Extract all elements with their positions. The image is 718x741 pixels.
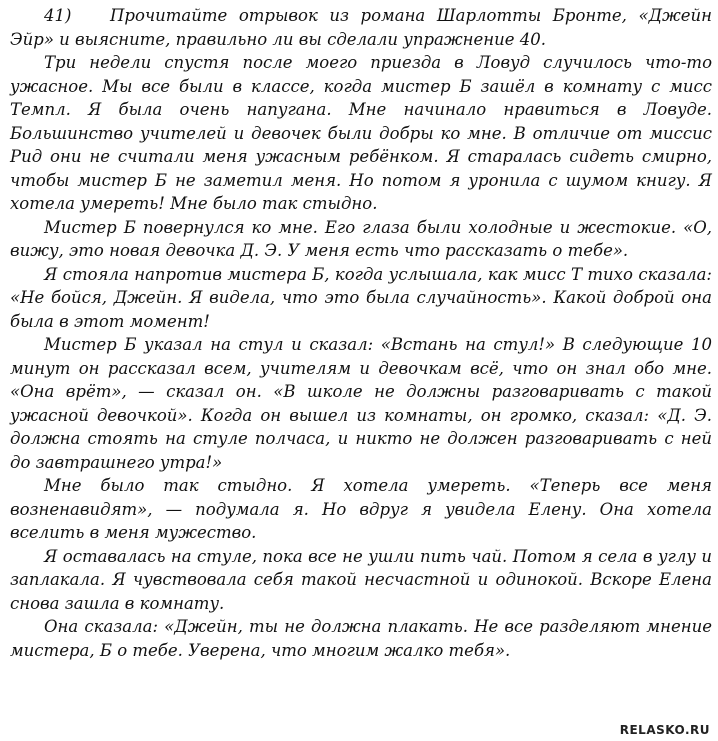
paragraph: Я оставалась на стуле, пока все не ушли пить чай. Потом я села в углу и заплакала. Я чувствовала себя такой несчастной и одинокой. Вскоре Елена снова зашла в комнату. [10,546,712,613]
exercise-instruction: Прочитайте отрывок из романа Шарлотты Бронте, «Джейн Эйр» и выясните, правильно ли вы сделали упражнение 40. [10,6,712,49]
paragraph: Мистер Б повернулся ко мне. Его глаза были холодные и жестокие. «О, вижу, это новая девочка Д. Э. У меня есть что рассказать о тебе». [10,217,712,260]
exercise-number: 41) [44,6,72,25]
site-watermark: RELASKO.RU [619,723,710,737]
paragraph: Мистер Б указал на стул и сказал: «Встань на стул!» В следующие 10 минут он рассказал всем, учителям и девочкам всё, что он знал обо мне. «Она врёт», — сказал он. «В школе не должны разговаривать с такой ужасной девочкой». Когда он вышел из комнаты, он громко, сказал: «Д. Э. должна стоять на стуле полчаса, и никто не должен разговаривать с ней до завтрашнего утра!» [10,335,712,472]
paragraph: Мне было так стыдно. Я хотела умереть. «Теперь все меня возненавидят», — подумала я. Но вдруг я увидела Елену. Она хотела вселить в меня мужество. [10,476,712,542]
text-body [10,51,712,662]
paragraph: Она сказала: «Джейн, ты не должна плакать. Не все разделяют мнение мистера, Б о тебе. Уверена, что многим жалко тебя». [10,617,712,660]
exercise-header [10,4,712,51]
paragraph: Я стояла напротив мистера Б, когда услышала, как мисс Т тихо сказала: «Не бойся, Джейн. Я видела, что это была случайность». Какой доброй она была в этот момент! [10,264,712,331]
paragraph: Три недели спустя после моего приезда в Ловуд случилось что-то ужасное. Мы все были в классе, когда мистер Б зашёл в комнату с мисс Темпл. Я была очень напугана. Мне начинало нравиться в Ловуде. Большинство учителей и девочек были добры ко мне. В отличие от миссис Рид они не считали меня ужасным ребёнком. Я старалась сидеть смирно, чтобы мистер Б не заметил меня. Но потом я уронила с шумом книгу. Я хотела умереть! Мне было так стыдно. [10,53,712,213]
